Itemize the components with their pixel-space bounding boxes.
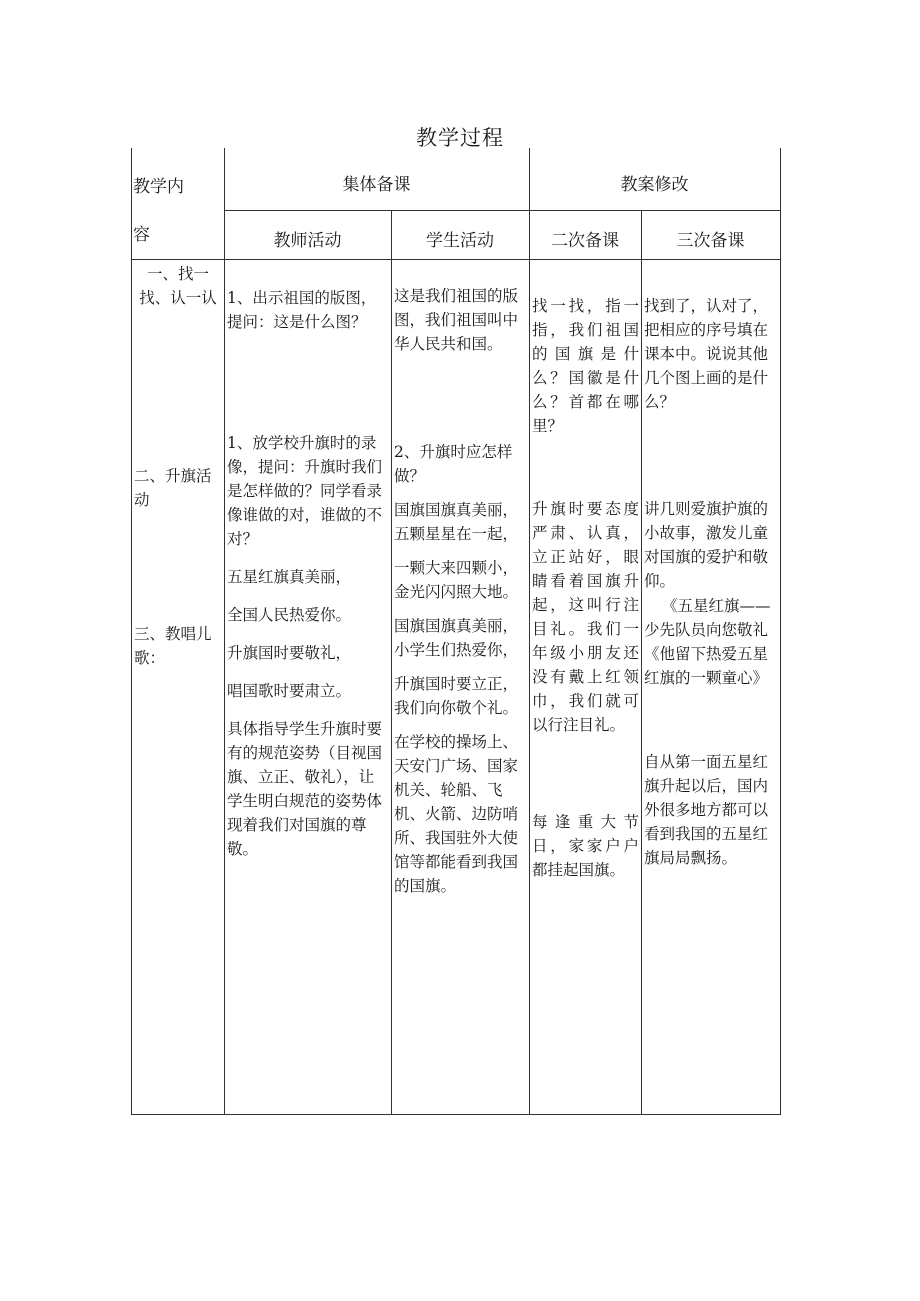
- header-student: 学生活动: [426, 231, 494, 251]
- student-p3: 国旗国旗真美丽，五颗星星在一起，: [394, 501, 519, 543]
- student-p6: 升旗国时要立正，我们向你敬个礼。: [394, 675, 519, 717]
- header-revision: 教案修改: [620, 175, 689, 195]
- third-p3: 《五星红旗——少先队员向您敬礼《他留下热爱五星红旗的一颗童心》: [644, 597, 771, 687]
- student-p7: 在学校的操场上、天安门广场、国家机关、轮船、飞机、火箭、边防哨所、我国驻外大使馆等都能看到我国的国旗。: [394, 733, 519, 895]
- page-title: 教学过程: [416, 126, 504, 150]
- teacher-p2: 1、放学校升旗时的录像，提问：升旗时我们是怎样做的？同学看录像谁做的对，谁做的不对？: [227, 434, 383, 548]
- table-line-right: [780, 148, 781, 1115]
- second-p1: 找一找，指一指，我们祖国的国旗是什么？国徽是什么？首都在哪里？: [532, 297, 639, 435]
- table-line-col2: [391, 211, 392, 1115]
- header-collective: 集体备课: [342, 175, 411, 195]
- section-3-label: 三、教唱儿歌：: [134, 625, 212, 667]
- teacher-p1: 1、出示祖国的版图，提问：这是什么图？: [227, 289, 377, 331]
- student-p2: 2、升旗时应怎样做？: [394, 443, 513, 485]
- teacher-column-2: [227, 431, 389, 861]
- teacher-p7: 具体指导学生升旗时要有的规范姿势（目视国旗、立正、敬礼），让学生明白规范的姿势体现着我们对国旗的尊敬。: [227, 720, 383, 858]
- header-third: 三次备课: [676, 231, 745, 251]
- student-p1: 这是我们祖国的版图，我们祖国叫中华人民共和国。: [394, 287, 519, 353]
- table-line-col4: [641, 211, 642, 1115]
- third-p2: 讲几则爱旗护旗的小故事，激发儿童对国旗的爱护和敬仰。: [644, 500, 769, 590]
- header-content-line1: 教学内: [133, 177, 184, 197]
- student-column-2: [394, 440, 527, 898]
- table-line-col3: [529, 148, 530, 1115]
- teacher-p5: 升旗国时要敬礼，: [227, 644, 352, 662]
- teacher-p6: 唱国歌时要肃立。: [227, 682, 352, 700]
- third-p4: 自从第一面五星红旗升起以后，国内外很多地方都可以看到我国的五星红旗局局飘扬。: [644, 753, 769, 867]
- teacher-p4: 全国人民热爱你。: [227, 606, 352, 624]
- header-content-line2: 容: [133, 225, 150, 245]
- header-teacher: 教师活动: [273, 231, 342, 251]
- teacher-p3: 五星红旗真美丽，: [227, 568, 352, 586]
- table-line-bottom: [131, 1114, 781, 1115]
- section-2-label: 二、升旗活动: [134, 467, 212, 509]
- student-p5: 国旗国旗真美丽，小学生们热爱你，: [394, 617, 519, 659]
- table-line-col1: [224, 148, 225, 1115]
- teacher-column: [227, 286, 389, 334]
- table-line-left: [131, 148, 132, 1115]
- section-1-label: 一、找一找、认一认: [139, 265, 217, 307]
- third-p1: 找到了，认对了，把相应的序号填在课本中。说说其他几个图上画的是什么？: [644, 297, 769, 411]
- header-second: 二次备课: [551, 231, 619, 251]
- second-p2: 升旗时要态度严肃、认真，立正站好，眼睛看着国旗升起，这叫行注目礼。我们一年级小朋友还没有戴上红领巾，我们就可以行注目礼。: [532, 500, 639, 734]
- student-column: [394, 284, 527, 356]
- table-line-mid: [224, 210, 781, 211]
- student-p4: 一颗大来四颗小，金光闪闪照大地。: [394, 559, 519, 601]
- table-line-header-bottom: [131, 259, 781, 260]
- second-p3: 每逢重大节日，家家户户都挂起国旗。: [532, 813, 639, 879]
